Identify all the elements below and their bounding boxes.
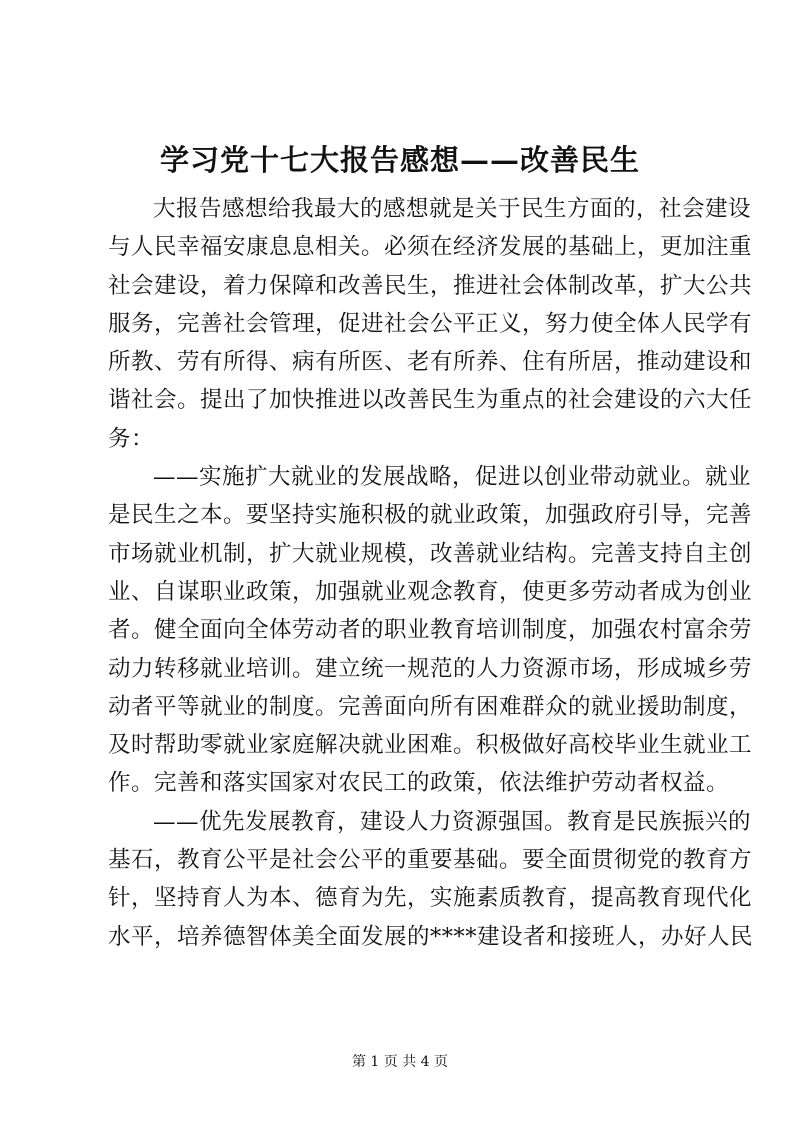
document-body	[108, 190, 754, 956]
document-title: 学习党十七大报告感想——改善民生	[159, 143, 640, 177]
paragraph-line: 大报告感想给我最大的感想就是关于民生方面的，社会建设	[153, 196, 752, 222]
paragraph-line: 作。完善和落实国家对农民工的政策，依法维护劳动者权益。	[108, 770, 730, 797]
paragraph-line: 市场就业机制，扩大就业规模，改善就业结构。完善支持自主创	[108, 540, 753, 567]
paragraph-line: 谐社会。提出了加快推进以改善民生为重点的社会建设的六大任	[108, 387, 753, 414]
paragraph-line: 水平，培养德智体美全面发展的****建设者和接班人，办好人民	[108, 923, 754, 950]
paragraph-line: 业、自谋职业政策，加强就业观念教育，使更多劳动者成为创业	[108, 578, 753, 605]
paragraph-line: 动力转移就业培训。建立统一规范的人力资源市场，形成城乡劳	[108, 655, 753, 682]
paragraph-line: 基石，教育公平是社会公平的重要基础。要全面贯彻党的教育方	[108, 847, 753, 874]
page-number-footer: 第 1 页 共 4 页	[351, 1054, 449, 1070]
paragraph-line: 是民生之本。要坚持实施积极的就业政策，加强政府引导，完善	[108, 502, 753, 529]
paragraph-line: 针，坚持育人为本、德育为先，实施素质教育，提高教育现代化	[108, 885, 753, 912]
paragraph-line: 及时帮助零就业家庭解决就业困难。积极做好高校毕业生就业工	[108, 732, 753, 759]
paragraph-line: 所教、劳有所得、病有所医、老有所养、住有所居，推动建设和	[108, 349, 753, 376]
paragraph-line: ——实施扩大就业的发展战略，促进以创业带动就业。就业	[153, 464, 752, 491]
paragraph-line: 社会建设，着力保障和改善民生，推进社会体制改革，扩大公共	[108, 272, 753, 299]
paragraph-line: 动者平等就业的制度。完善面向所有困难群众的就业援助制度，	[108, 693, 753, 720]
paragraph-line: 务：	[108, 425, 155, 452]
paragraph-line: 服务，完善社会管理，促进社会公平正义，努力使全体人民学有	[108, 310, 753, 337]
paragraph-line: ——优先发展教育，建设人力资源强国。教育是民族振兴的	[153, 808, 752, 835]
paragraph-line: 者。健全面向全体劳动者的职业教育培训制度，加强农村富余劳	[108, 617, 753, 644]
paragraph-line: 与人民幸福安康息息相关。必须在经济发展的基础上，更加注重	[108, 234, 753, 261]
